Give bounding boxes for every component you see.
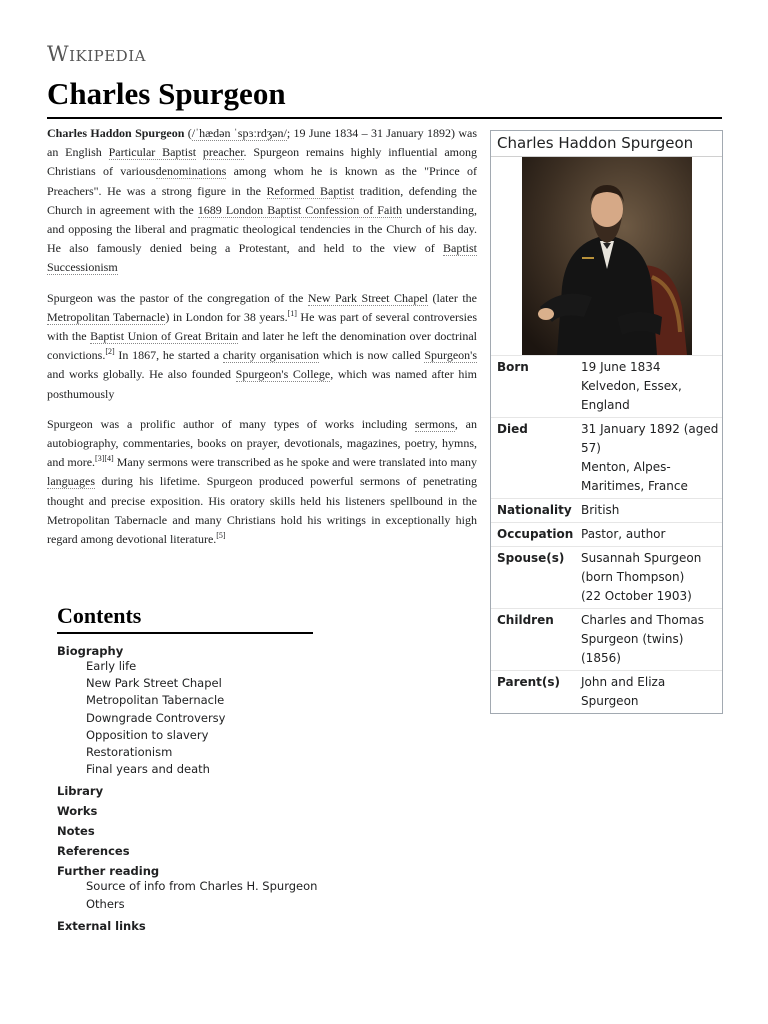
infobox-value: 19 June 1834 Kelvedon, Essex, England [581, 360, 682, 412]
page-title: Charles Spurgeon [47, 76, 286, 111]
infobox-label: Born [497, 360, 529, 374]
paragraph-text: He was part of several controversies with the [47, 309, 477, 344]
toc-item[interactable]: External links [57, 918, 146, 933]
wikipedia-wordmark[interactable]: Wikipedia [47, 42, 146, 66]
infobox-label: Spouse(s) [497, 551, 565, 565]
infobox-row [491, 671, 722, 713]
toc-subitem[interactable]: Others [86, 896, 125, 911]
infobox-value: Susannah Spurgeon (born Thompson) (22 October 1903) [581, 551, 702, 603]
paragraph [47, 289, 477, 404]
paragraph-text: and works globally. He also founded [47, 367, 236, 382]
paragraph-text: . Spurgeon remains highly influential among Christians of various [47, 145, 478, 179]
article-link[interactable]: Baptist Union of Great Britain [90, 329, 239, 344]
subject-name: Charles Haddon Spurgeon [47, 126, 185, 140]
paragraph-text: tradition, defending the Church in agreement with the [47, 183, 477, 217]
infobox-row [491, 523, 722, 547]
paragraph-text [196, 145, 203, 159]
article-link[interactable]: 1689 London Baptist Confession of Faith [197, 202, 402, 217]
article-link[interactable]: Baptist Successionism [47, 241, 477, 275]
paragraph-text: In 1867, he started a [114, 348, 223, 363]
infobox-label: Parent(s) [497, 675, 561, 689]
paragraph-text: Spurgeon was the pastor of the congregation of the [47, 290, 308, 305]
paragraph-text: , an autobiography, commentaries, books on prayer, devotionals, magazines, poetry, hymns, and more. [47, 416, 478, 470]
portrait-image[interactable] [491, 157, 722, 356]
article-link[interactable]: Spurgeon's College [235, 367, 331, 382]
toc-subitem[interactable]: Final years and death [86, 762, 210, 777]
infobox-label: Occupation [497, 527, 574, 541]
toc-list [57, 644, 387, 933]
article-link[interactable]: Metropolitan Tabernacle [47, 309, 166, 324]
toc-subitem[interactable]: Downgrade Controversy [86, 710, 226, 725]
infobox-row [491, 547, 722, 609]
portrait-illustration [522, 157, 692, 355]
citation-ref[interactable]: [2] [105, 347, 115, 357]
article-link[interactable]: Reformed Baptist [266, 183, 355, 198]
toc-item[interactable]: Biography [57, 644, 124, 658]
article-link[interactable]: sermons [414, 416, 455, 431]
citation-ref[interactable]: [5] [216, 531, 226, 541]
citation-ref[interactable]: [3][4] [95, 454, 114, 464]
article-link[interactable]: preacher [202, 145, 244, 160]
infobox-row [491, 499, 722, 523]
citation-ref[interactable]: [1] [287, 308, 297, 318]
infobox-row [491, 609, 722, 671]
toc-title: Contents [57, 603, 313, 634]
toc-subitem[interactable]: Source of info from Charles H. Spurgeon [86, 879, 318, 894]
article-link[interactable]: charity organisation [222, 348, 319, 363]
paragraph-text: ( [184, 126, 192, 140]
toc-item[interactable]: Library [57, 784, 104, 799]
article-link[interactable]: New Park Street Chapel [307, 290, 429, 305]
infobox-title: Charles Haddon Spurgeon [491, 131, 722, 157]
toc-subitem[interactable]: Early life [86, 659, 137, 673]
paragraph-text: ; 19 June 1834 – 31 January 1892) was an English [47, 126, 477, 160]
paragraph-text: which is now called [318, 348, 425, 363]
infobox-value: Pastor, author [581, 527, 666, 541]
paragraph [47, 124, 477, 278]
toc-item[interactable]: References [57, 844, 130, 859]
toc-subitem[interactable]: New Park Street Chapel [86, 676, 222, 691]
article-link[interactable]: denominations [155, 164, 227, 179]
infobox-rows [491, 356, 722, 713]
paragraph-text: (later the [428, 290, 477, 305]
article-link[interactable]: /ˈhædən ˈspɜːrdʒən/ [191, 126, 287, 140]
paragraph-text: , which was named after him posthumously [47, 367, 477, 401]
infobox [490, 130, 723, 714]
paragraph-text: among whom he is known as the "Prince of Preachers". He was a strong figure in the [47, 164, 477, 198]
toc-item[interactable]: Further reading [57, 864, 160, 879]
toc-item[interactable]: Works [57, 804, 98, 819]
infobox-value: British [581, 503, 620, 517]
infobox-row [491, 418, 722, 499]
paragraph-text: Many sermons were transcribed as he spoke and were translated into many [113, 455, 477, 470]
toc-item[interactable]: Notes [57, 824, 95, 839]
paragraph-text: ) in London for 38 years. [165, 309, 288, 324]
infobox-value: John and Eliza Spurgeon [581, 675, 666, 708]
paragraph-text: understanding, and opposing the liberal and pragmatic theological tendencies in the Church of his day. He also famously denied being a Protestant, and held to the view of [47, 202, 477, 256]
toc-subitem[interactable]: Metropolitan Tabernacle [86, 693, 225, 708]
infobox-row [491, 356, 722, 418]
paragraph-text: and later he left the denomination over doctrinal convictions. [47, 329, 477, 363]
infobox-value: Charles and Thomas Spurgeon (twins) (1856) [581, 613, 705, 665]
infobox-value: 31 January 1892 (aged 57) Menton, Alpes-Maritimes, France [581, 422, 719, 493]
infobox-label: Died [497, 422, 528, 436]
article-link[interactable]: languages [47, 474, 95, 489]
infobox-label: Children [497, 613, 554, 627]
infobox-label: Nationality [497, 503, 572, 517]
paragraph-text: Spurgeon was a prolific author of many types of works including [47, 416, 415, 431]
article-link[interactable]: Spurgeon's [424, 348, 477, 363]
article-body [47, 124, 477, 560]
paragraph-text: during his lifetime. Spurgeon produced powerful sermons of penetrating thought and precise exposition. His oratory skills held his listeners spellbound in the Metropolitan Tabernacle and many Christians hold his writings in exceptionally high regard among devotional literature. [47, 474, 477, 547]
toc-subitem[interactable]: Opposition to slavery [86, 727, 209, 742]
table-of-contents [57, 603, 318, 933]
toc-subitem[interactable]: Restorationism [86, 745, 173, 760]
title-divider [47, 117, 722, 119]
article-link[interactable]: Particular Baptist [108, 145, 197, 160]
paragraph [47, 415, 477, 549]
